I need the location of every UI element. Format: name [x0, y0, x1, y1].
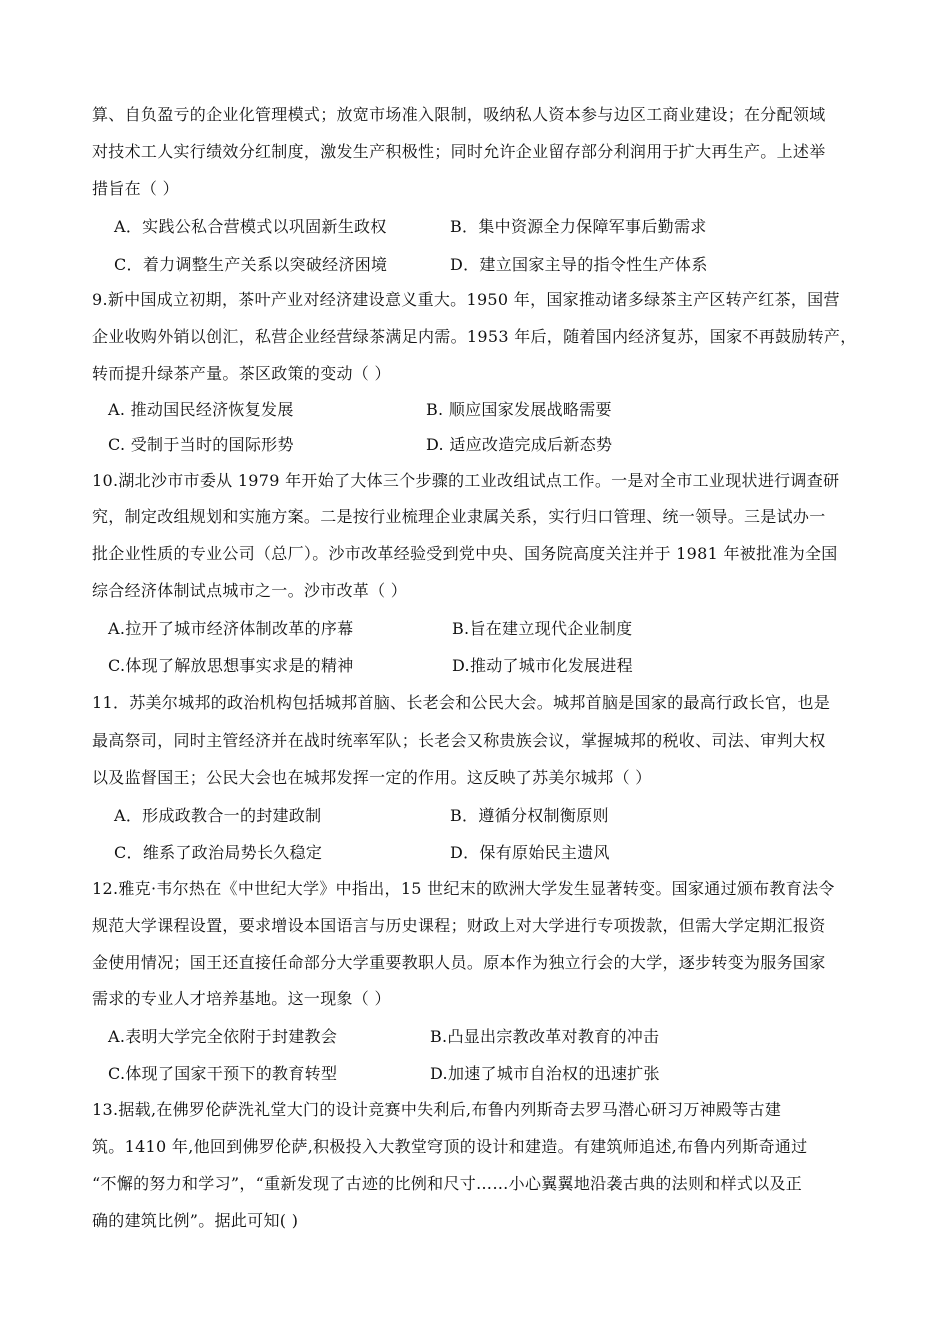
- q11-stem-line-2: 最高祭司，同时主管经济并在战时统率军队；长老会又称贵族会议，掌握城邦的税收、司法、审判大权: [92, 731, 826, 750]
- q12-stem-line-3: 金使用情况；国王还直接任命部分大学重要教职人员。原本作为独立行会的大学，逐步转变为服务国家: [92, 953, 826, 972]
- q12-option-b: B.凸显出宗教改革对教育的冲击: [430, 1027, 660, 1046]
- q12-option-c: C.体现了国家干预下的教育转型: [108, 1064, 338, 1083]
- q9-stem-line-3: 转而提升绿茶产量。茶区政策的变动（ ）: [92, 364, 391, 383]
- q9-option-c: C. 受制于当时的国际形势: [108, 435, 294, 454]
- q10-stem-line-2: 究，制定改组规划和实施方案。二是按行业梳理企业隶属关系，实行归口管理、统一领导。三是试办一: [92, 507, 826, 526]
- q10-option-a: A.拉开了城市经济体制改革的序幕: [108, 619, 354, 638]
- q10-stem-line-1: 10.湖北沙市市委从 1979 年开始了大体三个步骤的工业改组试点工作。一是对全市工业现状进行调查研: [92, 471, 840, 490]
- q8-option-d: D．建立国家主导的指令性生产体系: [450, 255, 708, 274]
- q9-stem-line-2: 企业收购外销以创汇，私营企业经营绿茶满足内需。1953 年后，随着国内经济复苏，国家不再鼓励转产，: [92, 327, 857, 346]
- q12-stem-line-4: 需求的专业人才培养基地。这一现象（ ）: [92, 989, 391, 1008]
- q9-option-d: D. 适应改造完成后新态势: [426, 435, 613, 454]
- q8-option-b: B．集中资源全力保障军事后勤需求: [450, 217, 707, 236]
- q13-stem-line-2: 筑。1410 年,他回到佛罗伦萨,积极投入大教堂穹顶的设计和建造。有建筑师追述,布鲁内列斯奇通过: [92, 1137, 808, 1156]
- q13-stem-line-4: 确的建筑比例”。据此可知( ): [92, 1211, 299, 1230]
- q10-stem-line-3: 批企业性质的专业公司（总厂）。沙市改革经验受到党中央、国务院高度关注并于 1981 年被批准为全国: [92, 544, 838, 563]
- q8-option-c: C．着力调整生产关系以突破经济困境: [114, 255, 388, 274]
- q12-option-d: D.加速了城市自治权的迅速扩张: [430, 1064, 660, 1083]
- q8-stem-line-3: 措旨在（ ）: [92, 179, 179, 198]
- q11-option-c: C．维系了政治局势长久稳定: [114, 843, 323, 862]
- q11-stem-line-3: 以及监督国王；公民大会也在城邦发挥一定的作用。这反映了苏美尔城邦（ ）: [92, 768, 652, 787]
- q12-option-a: A.表明大学完全依附于封建教会: [108, 1027, 338, 1046]
- q8-stem-line-2: 对技术工人实行绩效分红制度，激发生产积极性；同时允许企业留存部分利润用于扩大再生产。上述举: [92, 142, 826, 161]
- q10-option-d: D.推动了城市化发展进程: [452, 656, 633, 675]
- q12-stem-line-1: 12.雅克·韦尔热在《中世纪大学》中指出，15 世纪末的欧洲大学发生显著转变。国家通过颁布教育法令: [92, 879, 835, 898]
- q8-option-a: A．实践公私合营模式以巩固新生政权: [114, 217, 387, 236]
- q11-stem-line-1: 11．苏美尔城邦的政治机构包括城邦首脑、长老会和公民大会。城邦首脑是国家的最高行政长官，也是: [92, 693, 831, 712]
- q13-stem-line-3: “不懈的努力和学习”，“重新发现了古迹的比例和尺寸……小心翼翼地沿袭古典的法则和样式以及正: [92, 1174, 803, 1193]
- q11-option-a: A．形成政教合一的封建政制: [114, 806, 322, 825]
- q10-option-c: C.体现了解放思想事实求是的精神: [108, 656, 354, 675]
- q11-option-d: D．保有原始民主遗风: [450, 843, 610, 862]
- q9-option-b: B. 顺应国家发展战略需要: [426, 400, 612, 419]
- q9-stem-line-1: 9.新中国成立初期，茶叶产业对经济建设意义重大。1950 年，国家推动诸多绿茶主产区转产红茶，国营: [92, 290, 840, 309]
- q10-option-b: B.旨在建立现代企业制度: [452, 619, 633, 638]
- q8-stem-line-1: 算、自负盈亏的企业化管理模式；放宽市场准入限制，吸纳私人资本参与边区工商业建设；在分配领域: [92, 105, 826, 124]
- q10-stem-line-4: 综合经济体制试点城市之一。沙市改革（ ）: [92, 581, 408, 600]
- q9-option-a: A. 推动国民经济恢复发展: [108, 400, 294, 419]
- q12-stem-line-2: 规范大学课程设置，要求增设本国语言与历史课程；财政上对大学进行专项拨款，但需大学定期汇报资: [92, 916, 826, 935]
- q13-stem-line-1: 13.据载,在佛罗伦萨洗礼堂大门的设计竞赛中失利后,布鲁内列斯奇去罗马潜心研习万神殿等古建: [92, 1100, 782, 1119]
- q11-option-b: B．遵循分权制衡原则: [450, 806, 609, 825]
